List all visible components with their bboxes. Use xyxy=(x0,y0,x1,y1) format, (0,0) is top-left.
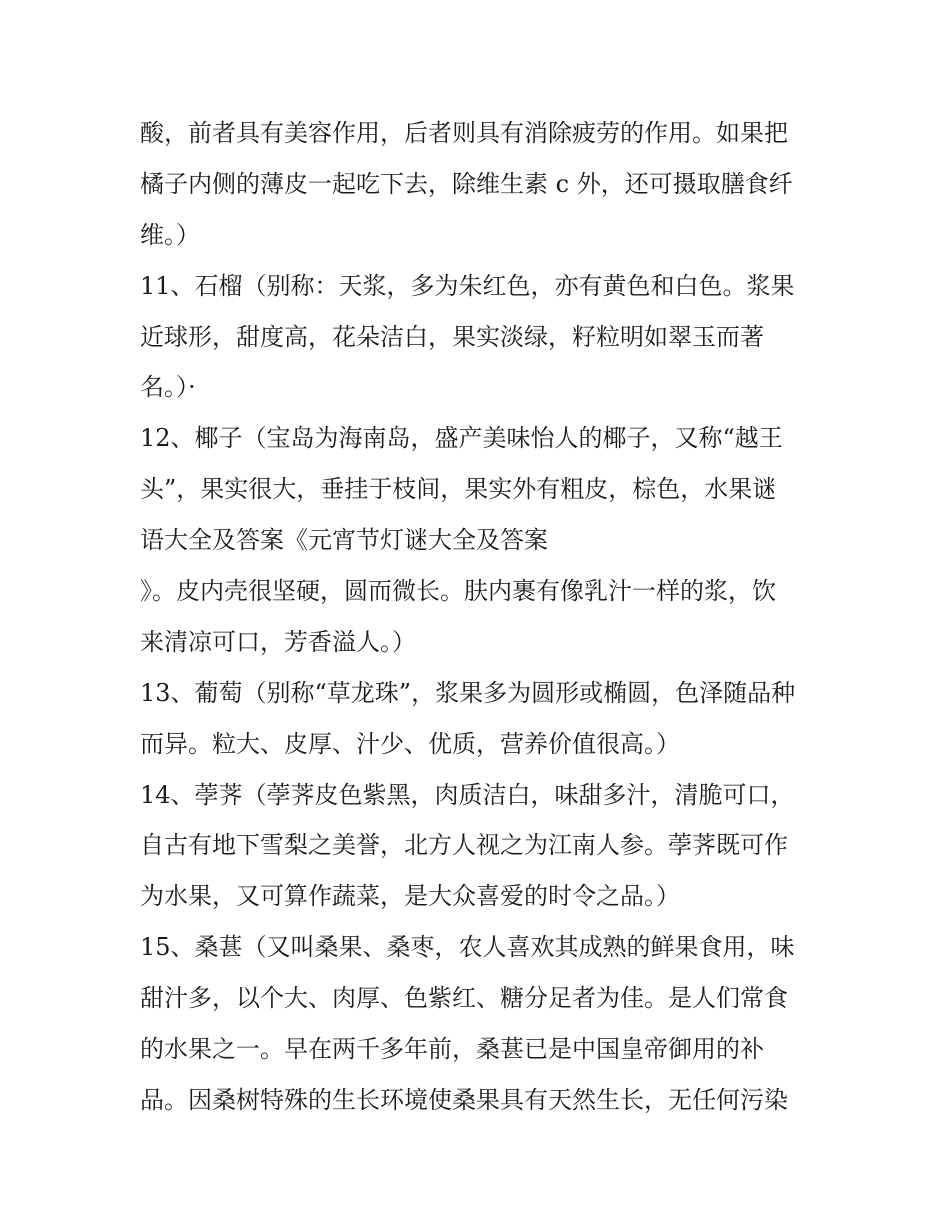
text-line: 来清凉可口，芳香溢人。） xyxy=(140,627,416,656)
text-line: 甜汁多，以个大、肉厚、色紫红、糖分足者为佳。是人们常食 xyxy=(140,984,788,1013)
text-line: 维。） xyxy=(140,220,200,249)
text-line: 12、椰子（宝岛为海南岛，盛产美味怡人的椰子，又称“越王 xyxy=(140,424,783,453)
text-line: 13、葡萄（别称“草龙珠”，浆果多为圆形或椭圆，色泽随品种 xyxy=(140,678,796,707)
text-line: 品。因桑树特殊的生长环境使桑果具有天然生长，无任何污染 xyxy=(140,1085,788,1114)
text-line: 名。）· xyxy=(140,373,196,402)
text-line: 》。皮内壳很坚硬，圆而微长。肤内裹有像乳汁一样的浆，饮 xyxy=(140,577,776,606)
text-line: 而异。粒大、皮厚、汁少、优质，营养价值很高。） xyxy=(140,729,680,758)
text-line: 语大全及答案《元宵节灯谜大全及答案 xyxy=(140,526,548,555)
text-line: 的水果之一。早在两千多年前，桑葚已是中国皇帝御用的补 xyxy=(140,1035,764,1064)
document-text-body xyxy=(140,108,820,1126)
text-line: 酸，前者具有美容作用，后者则具有消除疲劳的作用。如果把 xyxy=(140,119,788,147)
text-line: 11、石榴（别称：天浆，多为朱红色，亦有黄色和白色。浆果 xyxy=(140,271,795,300)
text-line: 14、荸荠（荸荠皮色紫黑，肉质洁白，味甜多汁，清脆可口， xyxy=(140,780,795,809)
text-line: 自古有地下雪梨之美誉，北方人视之为江南人参。荸荠既可作 xyxy=(140,831,788,860)
text-line: 橘子内侧的薄皮一起吃下去，除维生素 c 外，还可摄取膳食纤 xyxy=(140,169,793,198)
text-line: 为水果，又可算作蔬菜，是大众喜爱的时令之品。） xyxy=(140,882,680,911)
text-line: 近球形，甜度高，花朵洁白，果实淡绿，籽粒明如翠玉而著 xyxy=(140,322,764,351)
text-line: 头”，果实很大，垂挂于枝间，果实外有粗皮，棕色，水果谜 xyxy=(140,475,777,504)
text-line: 15、桑葚（又叫桑果、桑枣，农人喜欢其成熟的鲜果食用，味 xyxy=(140,933,795,962)
